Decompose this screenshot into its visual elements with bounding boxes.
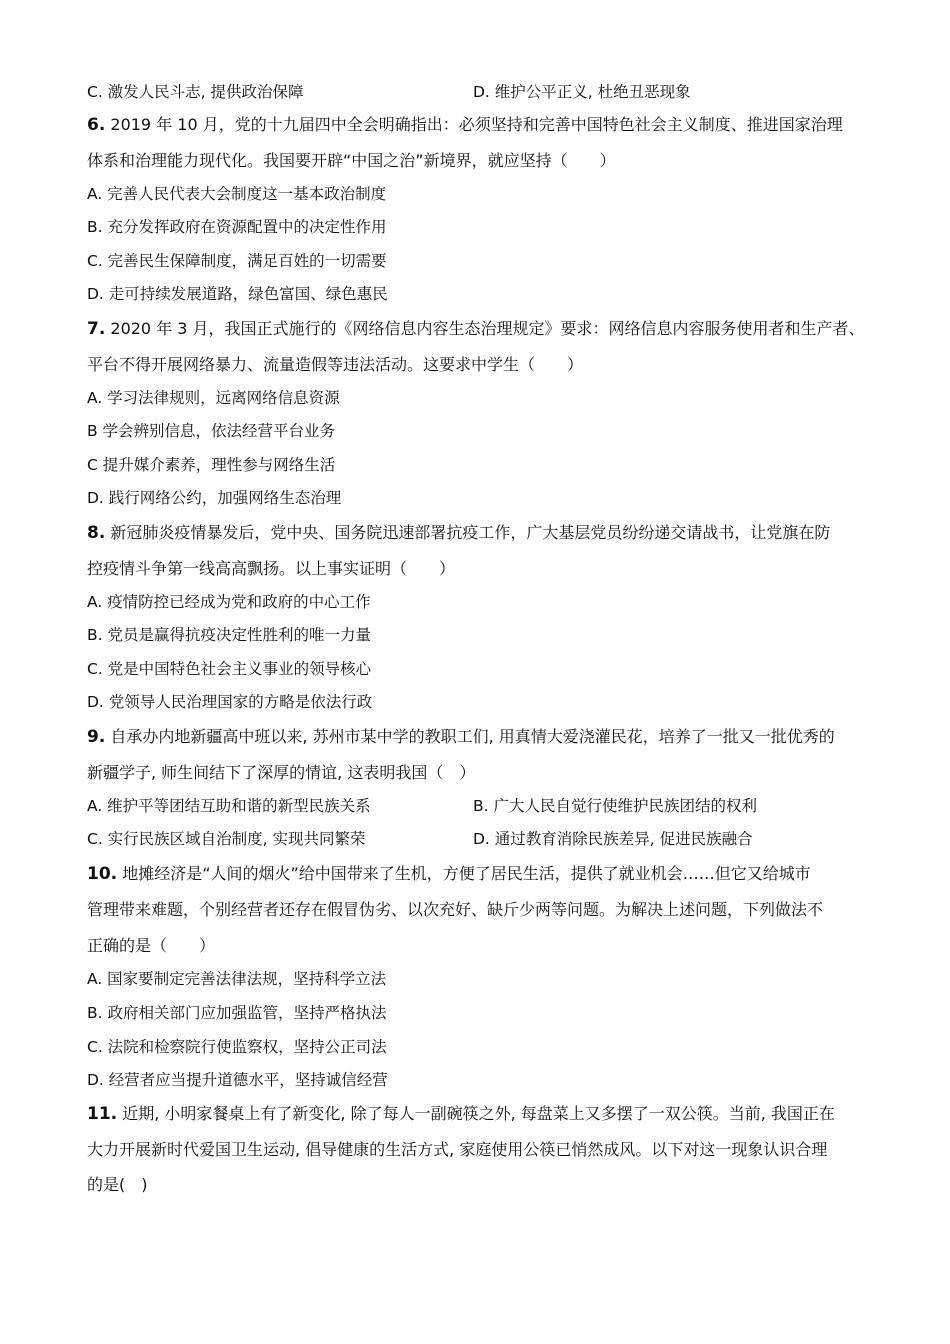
- q5-option-d: D. 维护公平正义, 杜绝丑恶现象: [473, 83, 691, 101]
- q10-option-b: B. 政府相关部门应加强监管，坚持严格执法: [87, 1004, 387, 1022]
- q10-stem-line-2: 管理带来难题，个别经营者还存在假冒伪劣、以次充好、缺斤少两等问题。为解决上述问题，下列做法不: [87, 900, 824, 919]
- q10-number: 10.: [87, 864, 118, 884]
- q8-option-d: D. 党领导人民治理国家的方略是依法行政: [87, 693, 373, 711]
- q8-option-a: A. 疫情防控已经成为党和政府的中心工作: [87, 593, 371, 611]
- q11-number: 11.: [87, 1104, 118, 1124]
- q8-option-b: B. 党员是赢得抗疫决定性胜利的唯一力量: [87, 626, 371, 644]
- q11-stem-text-1: 近期, 小明家餐桌上有了新变化, 除了每人一副碗筷之外, 每盘菜上又多摆了一双公筷。当前, 我国正在: [122, 1104, 835, 1123]
- q6-option-d: D. 走可持续发展道路，绿色富国、绿色惠民: [87, 285, 388, 303]
- q6-stem-line-1: [87, 114, 843, 136]
- q9-stem-line-1: [87, 726, 835, 748]
- q8-number: 8.: [87, 523, 106, 543]
- q7-number: 7.: [87, 319, 106, 339]
- q11-stem-line-2: 大力开展新时代爱国卫生运动, 倡导健康的生活方式, 家庭使用公筷已悄然成风。以下对这一现象认识合理: [87, 1140, 828, 1159]
- q6-stem-line-2: 体系和治理能力现代化。我国要开辟“中国之治”新境界，就应坚持（ ）: [87, 151, 616, 170]
- q9-option-c: C. 实行民族区域自治制度, 实现共同繁荣: [87, 830, 366, 848]
- q9-stem-line-2: 新疆学子, 师生间结下了深厚的情谊, 这表明我国（ ）: [87, 763, 476, 782]
- q6-number: 6.: [87, 115, 106, 135]
- q6-stem-text-1: 2019 年 10 月，党的十九届四中全会明确指出：必须坚持和完善中国特色社会主义制度、推进国家治理: [110, 115, 843, 134]
- q10-stem-line-1: [87, 863, 811, 885]
- q10-option-c: C. 法院和检察院行使监察权，坚持公正司法: [87, 1038, 387, 1056]
- q9-number: 9.: [87, 727, 106, 747]
- q8-option-c: C. 党是中国特色社会主义事业的领导核心: [87, 660, 372, 678]
- q10-option-d: D. 经营者应当提升道德水平，坚持诚信经营: [87, 1071, 388, 1089]
- q7-option-d: D. 践行网络公约，加强网络生态治理: [87, 489, 342, 507]
- q10-stem-text-1: 地摊经济是“人间的烟火”给中国带来了生机，方便了居民生活，提供了就业机会……但它又给城市: [122, 864, 811, 883]
- q7-stem-line-2: 平台不得开展网络暴力、流量造假等违法活动。这要求中学生（ ）: [87, 355, 584, 374]
- q8-stem-text-1: 新冠肺炎疫情暴发后，党中央、国务院迅速部署抗疫工作，广大基层党员纷纷递交请战书，让党旗在防: [110, 523, 831, 542]
- q9-option-a: A. 维护平等团结互助和谐的新型民族关系: [87, 797, 371, 815]
- q7-option-b: B 学会辨别信息，依法经营平台业务: [87, 422, 336, 440]
- q7-stem-line-1: [87, 318, 865, 340]
- q9-stem-text-1: 自承办内地新疆高中班以来, 苏州市某中学的教职工们, 用真情大爱浇灌民花，培养了一批又一批优秀的: [110, 727, 835, 746]
- q11-stem-line-1: [87, 1103, 835, 1125]
- q10-stem-line-3: 正确的是（ ）: [87, 936, 216, 955]
- q6-option-c: C. 完善民生保障制度，满足百姓的一切需要: [87, 252, 387, 270]
- q7-option-c: C 提升媒介素养，理性参与网络生活: [87, 456, 336, 474]
- q7-option-a: A. 学习法律规则，远离网络信息资源: [87, 389, 340, 407]
- q8-stem-line-1: [87, 522, 830, 544]
- q9-option-b: B. 广大人民自觉行使维护民族团结的权利: [473, 797, 757, 815]
- q6-option-b: B. 充分发挥政府在资源配置中的决定性作用: [87, 218, 387, 236]
- q9-option-d: D. 通过教育消除民族差异, 促进民族融合: [473, 830, 753, 848]
- q7-stem-text-1: 2020 年 3 月，我国正式施行的《网络信息内容生态治理规定》要求：网络信息内容服务使用者和生产者、: [110, 319, 865, 338]
- q10-option-a: A. 国家要制定完善法律法规，坚持科学立法: [87, 970, 387, 988]
- q8-stem-line-2: 控疫情斗争第一线高高飘扬。以上事实证明（ ）: [87, 559, 456, 578]
- q11-stem-line-3: 的是( ): [87, 1175, 148, 1194]
- q5-option-c: C. 激发人民斗志, 提供政治保障: [87, 83, 304, 101]
- q6-option-a: A. 完善人民代表大会制度这一基本政治制度: [87, 185, 387, 203]
